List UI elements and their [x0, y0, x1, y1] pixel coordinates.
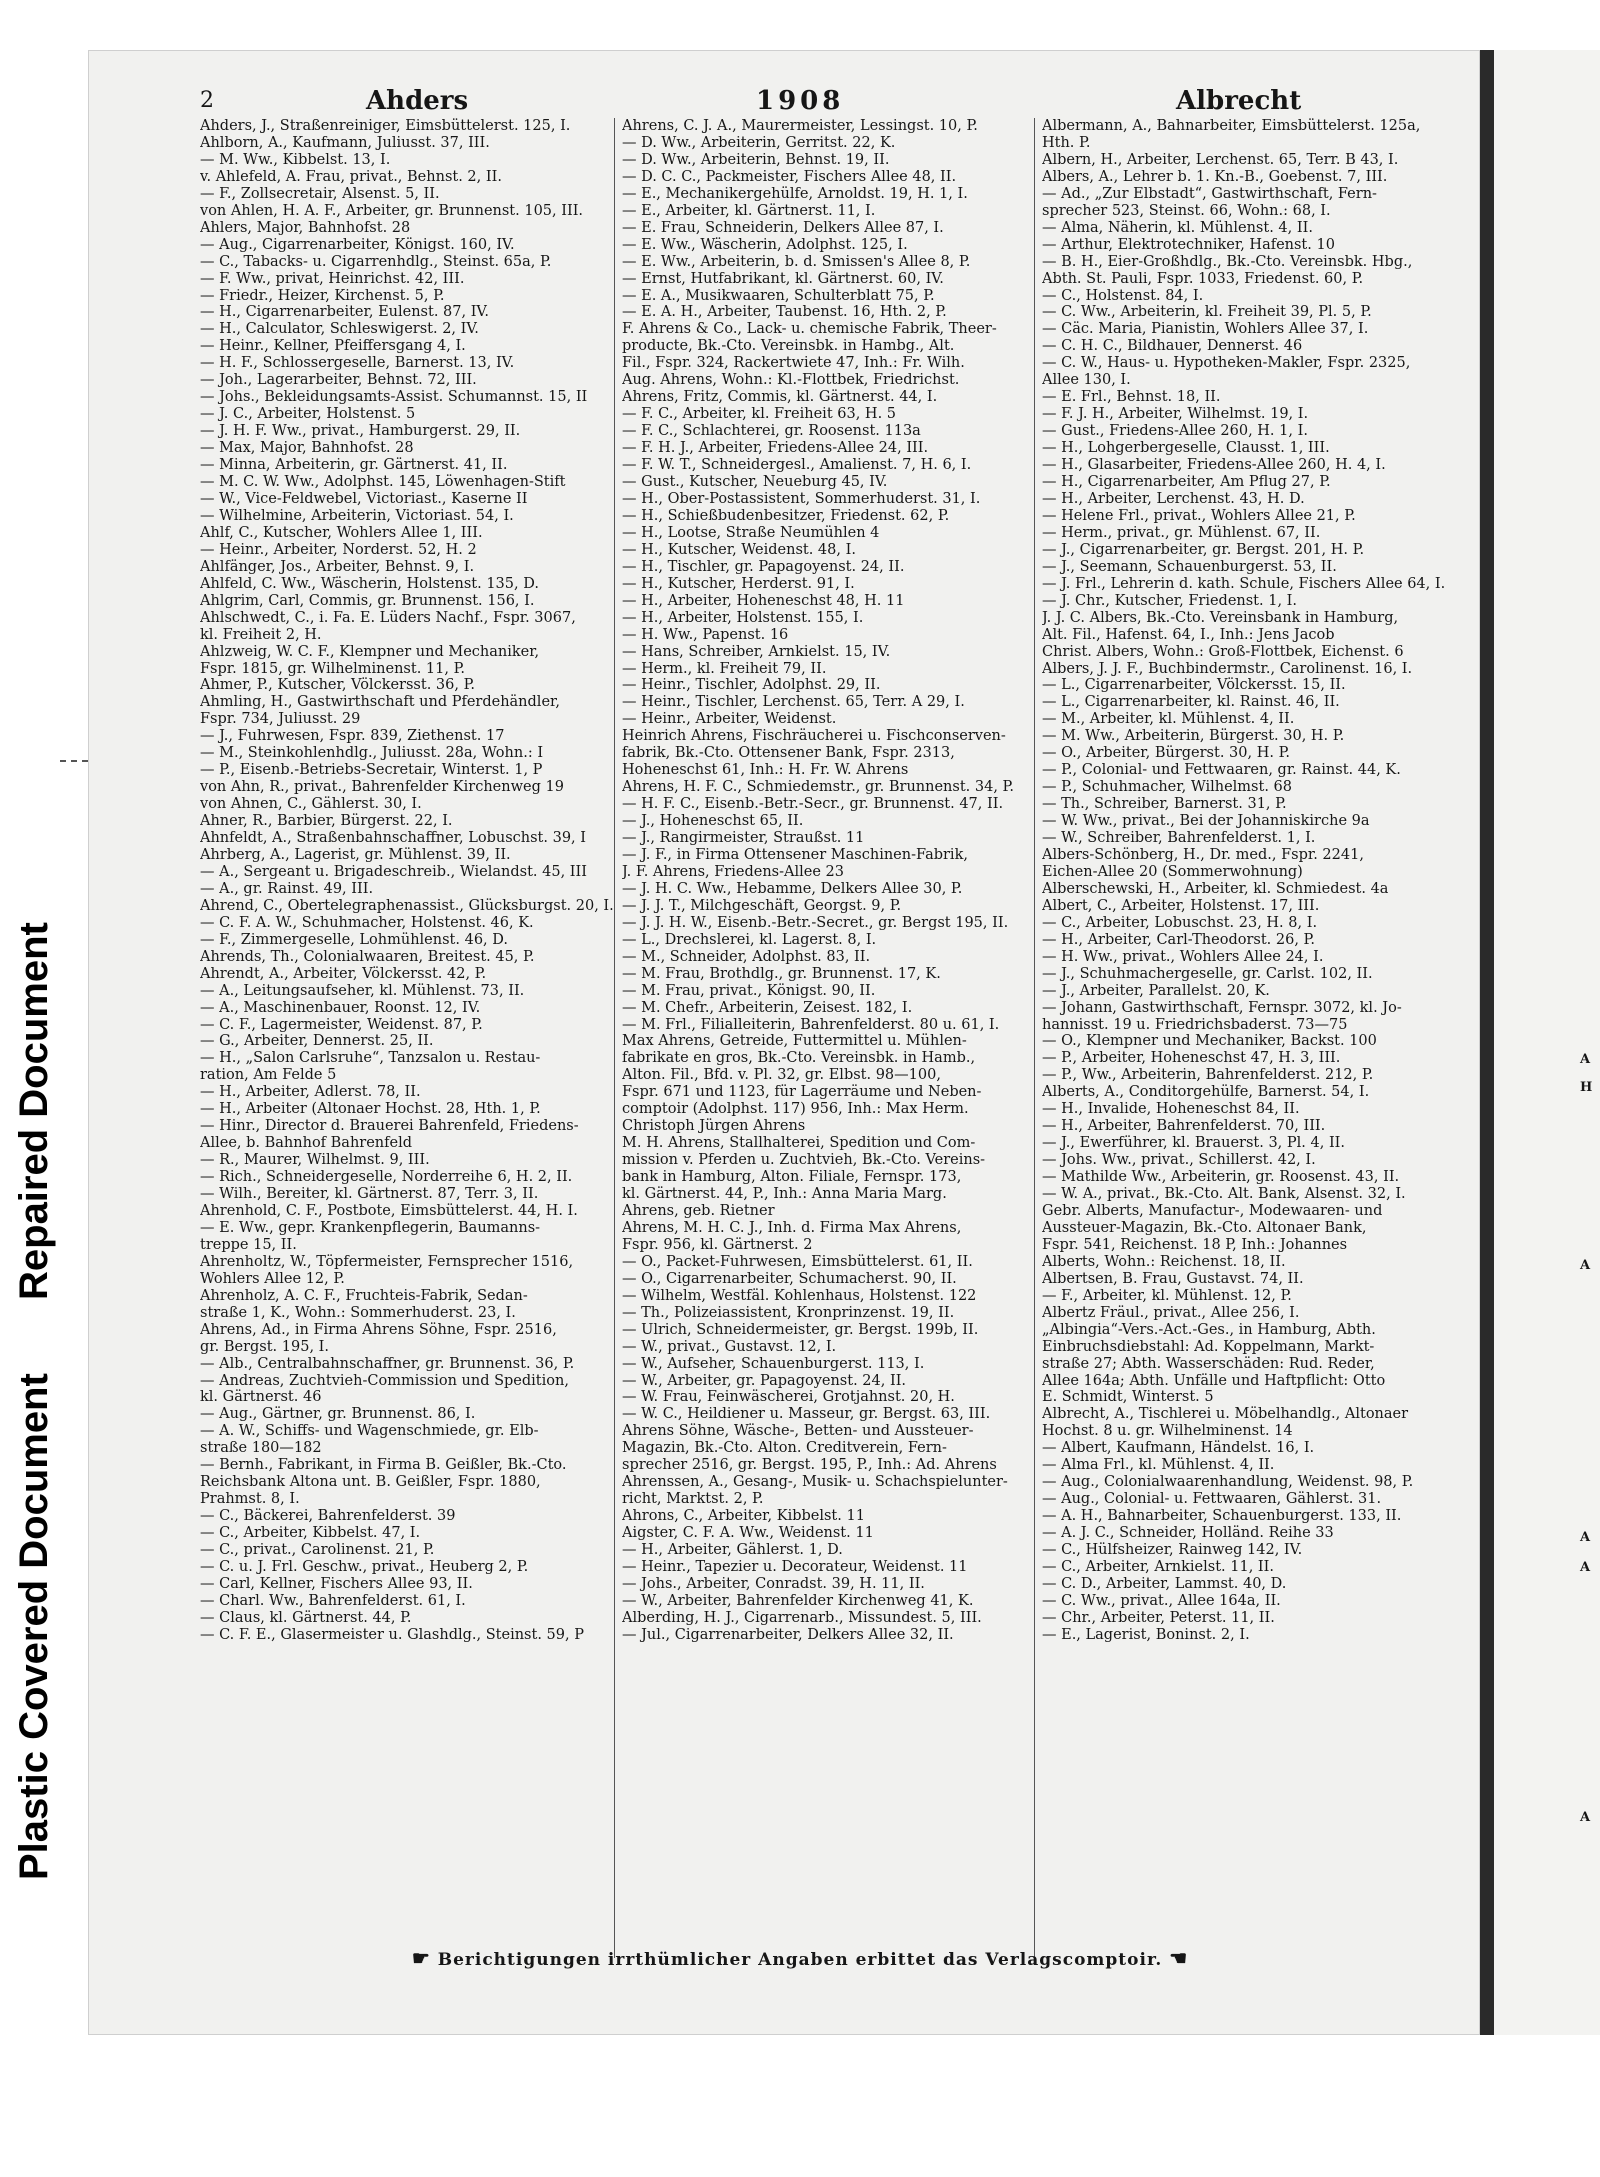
directory-entry: — M. Chefr., Arbeiterin, Zeisest. 182, I.: [622, 999, 913, 1016]
directory-entry: kl. Gärtnerst. 44, P., Inh.: Anna Maria Marg.: [622, 1186, 947, 1203]
directory-entry: Ahrenhold, C. F., Postbote, Eimsbüttelerst. 44, H. I.: [200, 1203, 578, 1219]
directory-entry: Ahmer, P., Kutscher, Völckersst. 36, P.: [200, 677, 476, 694]
directory-entry: — L., Cigarrenarbeiter, kl. Rainst. 46, II.: [1042, 694, 1340, 711]
directory-entry: Albern, H., Arbeiter, Lerchenst. 65, Terr. B 43, I.: [1042, 151, 1399, 168]
column-rule: [1034, 118, 1035, 1958]
directory-entry: — W. C., Heildiener u. Masseur, gr. Bergst. 63, III.: [622, 1406, 991, 1423]
directory-entry: — G., Arbeiter, Dennerst. 25, II.: [200, 1033, 434, 1050]
directory-entry: — Joh., Lagerarbeiter, Behnst. 72, III.: [200, 372, 477, 389]
directory-entry: — Andreas, Zuchtvieh-Commission und Spedition,: [200, 1372, 569, 1389]
directory-entry: — H., Arbeiter, Bahrenfelderst. 70, III.: [1042, 1118, 1326, 1135]
directory-entry: — H., Lootse, Straße Neumühlen 4: [622, 524, 880, 541]
directory-entry: — W. A., privat., Bk.-Cto. Alt. Bank, Alsenst. 32, I.: [1042, 1186, 1406, 1203]
directory-entry: ration, Am Felde 5: [200, 1067, 337, 1084]
directory-entry: — J. J. H. W., Eisenb.-Betr.-Secret., gr. Bergst 195, II.: [622, 914, 1009, 931]
directory-entry: Alberding, H. J., Cigarrenarb., Missundest. 5, III.: [622, 1609, 982, 1626]
pointing-hand-icon: ☚: [1169, 1946, 1189, 1970]
directory-entry: — F. Ww., privat, Heinrichst. 42, III.: [200, 270, 465, 287]
directory-entry: Magazin, Bk.-Cto. Alton. Creditverein, Fern-: [622, 1440, 947, 1457]
directory-entry: — Th., Schreiber, Barnerst. 31, P.: [1042, 796, 1287, 813]
directory-entry: — F. H. J., Arbeiter, Friedens-Allee 24, III.: [622, 440, 929, 457]
directory-entry: Ahrens Söhne, Wäsche-, Betten- und Aussteuer-: [622, 1423, 974, 1440]
directory-entry: Christoph Jürgen Ahrens: [622, 1118, 806, 1135]
page-header: [116, 86, 1302, 120]
directory-entry: — J., Arbeiter, Parallelst. 20, K.: [1042, 982, 1270, 999]
directory-entry: Ahrens, H. F. C., Schmiedemstr., gr. Brunnenst. 34, P.: [622, 779, 1014, 796]
directory-entry: producte, Bk.-Cto. Vereinsbk. in Hambg., Alt.: [622, 338, 955, 355]
directory-entry: — O., Packet-Fuhrwesen, Eimsbüttelerst. 61, II.: [622, 1253, 973, 1270]
directory-entry: mission v. Pferden u. Zuchtvieh, Bk.-Cto. Vereins-: [622, 1152, 986, 1169]
directory-entry: Prahmst. 8, I.: [200, 1491, 300, 1508]
page-number: 2: [200, 88, 214, 113]
directory-entry: — J., Rangirmeister, Straußst. 11: [622, 830, 865, 847]
directory-entry: — P., Ww., Arbeiterin, Bahrenfelderst. 212, P.: [1042, 1067, 1374, 1084]
directory-entry: Fspr. 734, Juliusst. 29: [200, 711, 361, 728]
directory-entry: — P., Schuhmacher, Wilhelmst. 68: [1042, 779, 1292, 796]
column-rule: [614, 118, 615, 1958]
directory-entry: J. F. Ahrens, Friedens-Allee 23: [622, 863, 844, 880]
directory-entry: — J., Schuhmachergeselle, gr. Carlst. 102, II.: [1042, 965, 1373, 982]
directory-entry: — E. Frau, Schneiderin, Delkers Allee 87, I.: [622, 219, 944, 236]
directory-entry: — H., „Salon Carlsruhe“, Tanzsalon u. Restau-: [200, 1050, 541, 1067]
directory-entry: — M. Ww., Arbeiterin, Bürgerst. 30, H. P.: [1042, 728, 1345, 745]
directory-entry: — A. H., Bahnarbeiter, Schauenburgerst. 133, II.: [1042, 1508, 1402, 1525]
directory-entry: — O., Arbeiter, Bürgerst. 30, H. P.: [1042, 745, 1291, 762]
directory-entry: Ahrends, Th., Colonialwaaren, Breitest. 45, P.: [200, 948, 535, 965]
directory-entry: — Heinr., Tischler, Lerchenst. 65, Terr. A 29, I.: [622, 694, 965, 711]
directory-entry: — M., Steinkohlenhdlg., Juliusst. 28a, Wohn.: I: [200, 745, 544, 762]
directory-entry: — H., Arbeiter, Lerchenst. 43, H. D.: [1042, 490, 1305, 507]
directory-entry: Hth. P.: [1042, 134, 1091, 151]
directory-entry: gr. Bergst. 195, I.: [200, 1338, 330, 1355]
directory-entry: — A., Sergeant u. Brigadeschreib., Wielandst. 45, III: [200, 863, 587, 880]
directory-entry: sprecher 523, Steinst. 66, Wohn.: 68, I.: [1042, 202, 1331, 219]
directory-entry: — J., Fuhrwesen, Fspr. 839, Ziethenst. 17: [200, 728, 505, 745]
directory-entry: — C., Arbeiter, Lobuschst. 23, H. 8, I.: [1042, 914, 1318, 931]
directory-entry: — H., Arbeiter, Gählerst. 1, D.: [622, 1542, 843, 1559]
directory-entry: — E., Mechanikergehülfe, Arnoldst. 19, H. 1, I.: [622, 185, 968, 202]
directory-entry: — Heinr., Tischler, Adolphst. 29, II.: [622, 677, 881, 694]
directory-entry: — Herm., kl. Freiheit 79, II.: [622, 660, 827, 677]
directory-entry: E. Schmidt, Winterst. 5: [1042, 1389, 1214, 1406]
directory-entry: Alberts, A., Conditorgehülfe, Barnerst. 54, I.: [1042, 1084, 1370, 1101]
directory-entry: — J. H. C. Ww., Hebamme, Delkers Allee 30, P.: [622, 880, 963, 897]
directory-entry: — H., Kutscher, Weidenst. 48, I.: [622, 541, 856, 558]
plastic-covered-label: Plastic Covered Document: [12, 1373, 56, 1880]
directory-entry: fabrik, Bk.-Cto. Ottensener Bank, Fspr. 2313,: [622, 745, 955, 762]
directory-entry: J. J. C. Albers, Bk.-Cto. Vereinsbank in Hamburg,: [1042, 609, 1399, 626]
directory-entry: — H., Cigarrenarbeiter, Am Pflug 27, P.: [1042, 474, 1331, 491]
directory-entry: Ahrberg, A., Lagerist, gr. Mühlenst. 39, II.: [200, 846, 511, 863]
directory-entry: Ahmling, H., Gastwirthschaft und Pferdehändler,: [200, 694, 560, 711]
directory-entry: — H., Glasarbeiter, Friedens-Allee 260, H. 4, I.: [1042, 457, 1386, 474]
directory-entry: — W. Ww., privat., Bei der Johanniskirche 9a: [1042, 813, 1370, 830]
directory-entry: Albert, C., Arbeiter, Holstenst. 17, III.: [1042, 897, 1320, 914]
directory-entry: Aussteuer-Magazin, Bk.-Cto. Altonaer Bank,: [1042, 1219, 1367, 1236]
directory-entry: — H. F., Schlossergeselle, Barnerst. 13, IV.: [200, 355, 515, 372]
directory-entry: — C. W., Haus- u. Hypotheken-Makler, Fspr. 2325,: [1042, 355, 1411, 372]
directory-entry: Fspr. 541, Reichenst. 18 P, Inh.: Johannes: [1042, 1236, 1348, 1253]
directory-entry: — J. Chr., Kutscher, Friedenst. 1, I.: [1042, 592, 1298, 609]
directory-entry: — Carl, Kellner, Fischers Allee 93, II.: [200, 1575, 473, 1592]
directory-entry: „Albingia“-Vers.-Act.-Ges., in Hamburg, Abth.: [1042, 1321, 1376, 1338]
directory-entry: — P., Colonial- und Fettwaaren, gr. Rainst. 44, K.: [1042, 762, 1401, 779]
directory-entry: — C., Arbeiter, Arnkielst. 11, II.: [1042, 1559, 1274, 1576]
directory-entry: — L., Drechslerei, kl. Lagerst. 8, I.: [622, 931, 877, 948]
directory-entry: M. H. Ahrens, Stallhalterei, Spedition und Com-: [622, 1135, 976, 1152]
directory-entry: — Ad., „Zur Elbstadt“, Gastwirthschaft, Fern-: [1042, 185, 1377, 202]
directory-entry: Ahrenholz, A. C. F., Fruchteis-Fabrik, Sedan-: [200, 1287, 528, 1304]
directory-entry: — C. F., Lagermeister, Weidenst. 87, P.: [200, 1016, 483, 1033]
directory-entry: — M. C. W. Ww., Adolphst. 145, Löwenhagen-Stift: [200, 474, 566, 491]
directory-entry: Fspr. 1815, gr. Wilhelminenst. 11, P.: [200, 660, 466, 677]
directory-entry: Allee 164a; Abth. Unfälle und Haftpflicht: Otto: [1042, 1372, 1386, 1389]
directory-entry: — W., Aufseher, Schauenburgerst. 113, I.: [622, 1355, 925, 1372]
directory-entry: — Rich., Schneidergeselle, Norderreihe 6, H. 2, II.: [200, 1169, 573, 1186]
directory-entry: Ahlgrim, Carl, Commis, gr. Brunnenst. 156, I.: [200, 592, 535, 609]
directory-entry: Heinrich Ahrens, Fischräucherei u. Fischconserven-: [622, 728, 1006, 745]
directory-entry: — Johs. Ww., privat., Schillerst. 42, I.: [1042, 1152, 1316, 1169]
directory-entry: — Mathilde Ww., Arbeiterin, gr. Roosenst. 43, II.: [1042, 1169, 1400, 1186]
directory-entry: — P., Arbeiter, Hoheneschst 47, H. 3, III.: [1042, 1050, 1341, 1067]
directory-entry: — H., Arbeiter (Altonaer Hochst. 28, Hth. 1, P.: [200, 1101, 541, 1118]
directory-entry: kl. Freiheit 2, H.: [200, 626, 322, 643]
directory-entry: — J., Cigarrenarbeiter, gr. Bergst. 201, H. P.: [1042, 541, 1365, 558]
directory-entry: — Alma, Näherin, kl. Mühlenst. 4, II.: [1042, 219, 1313, 236]
directory-entry: Abth. St. Pauli, Fspr. 1033, Friedenst. 60, P.: [1042, 270, 1364, 287]
directory-entry: — W., Arbeiter, Bahrenfelder Kirchenweg 41, K.: [622, 1592, 974, 1609]
directory-entry: — Heinr., Arbeiter, Weidenst.: [622, 711, 837, 728]
directory-entry: — W., privat., Gustavst. 12, I.: [622, 1338, 837, 1355]
directory-entry: Allee, b. Bahnhof Bahrenfeld: [200, 1135, 413, 1152]
directory-entry: — J. Frl., Lehrerin d. kath. Schule, Fischers Allee 64, I.: [1042, 575, 1446, 592]
directory-entry: — Wilhelm, Westfäl. Kohlenhaus, Holstenst. 122: [622, 1287, 977, 1304]
neighbor-fragment: A: [1580, 1810, 1591, 1825]
directory-entry: — Alb., Centralbahnschaffner, gr. Brunnenst. 36, P.: [200, 1355, 575, 1372]
directory-entry: — Cäc. Maria, Pianistin, Wohlers Allee 37, I.: [1042, 321, 1369, 338]
repaired-document-label: Repaired Document: [12, 922, 56, 1300]
directory-entry: — Th., Polizeiassistent, Kronprinzenst. 19, II.: [622, 1304, 955, 1321]
divider-dashed: [60, 760, 88, 762]
directory-entry: — A. J. C., Schneider, Holländ. Reihe 33: [1042, 1525, 1334, 1542]
directory-entry: — C. F. E., Glasermeister u. Glashdlg., Steinst. 59, P: [200, 1626, 584, 1643]
directory-entry: — Arthur, Elektrotechniker, Hafenst. 10: [1042, 236, 1335, 253]
directory-entry: Ahrendt, A., Arbeiter, Völckersst. 42, P.: [200, 965, 487, 982]
directory-entry: — C. D., Arbeiter, Lammst. 40, D.: [1042, 1575, 1287, 1592]
directory-entry: — C., Tabacks- u. Cigarrenhdlg., Steinst. 65a, P.: [200, 253, 552, 270]
directory-entry: Allee 130, I.: [1042, 372, 1131, 389]
directory-entry: — W. Frau, Feinwäscherei, Grotjahnst. 20, H.: [622, 1389, 955, 1406]
directory-entry: treppe 15, II.: [200, 1236, 297, 1253]
directory-entry: — B. H., Eier-Großhdlg., Bk.-Cto. Vereinsbk. Hbg.,: [1042, 253, 1413, 270]
directory-entry: Aug. Ahrens, Wohn.: Kl.-Flottbek, Friedrichst.: [622, 372, 960, 389]
directory-entry: — A. W., Schiffs- und Wagenschmiede, gr. Elb-: [200, 1423, 539, 1440]
neighbor-fragment: A: [1580, 1258, 1591, 1273]
directory-entry: — P., Eisenb.-Betriebs-Secretair, Winterst. 1, P: [200, 762, 543, 779]
directory-entry: — H., Ober-Postassistent, Sommerhuderst. 31, I.: [622, 490, 981, 507]
directory-entry: — Johs., Bekleidungsamts-Assist. Schumannst. 15, II: [200, 389, 588, 406]
directory-entry: Albertsen, B. Frau, Gustavst. 74, II.: [1042, 1270, 1304, 1287]
directory-entry: — M., Arbeiter, kl. Mühlenst. 4, II.: [1042, 711, 1295, 728]
directory-entry: — J., Ewerführer, kl. Brauerst. 3, Pl. 4, II.: [1042, 1135, 1346, 1152]
directory-entry: — H., Arbeiter, Holstenst. 155, I.: [622, 609, 864, 626]
directory-entry: — F., Zollsecretair, Alsenst. 5, II.: [200, 185, 440, 202]
directory-entry: Albers-Schönberg, H., Dr. med., Fspr. 2241,: [1042, 846, 1364, 863]
directory-entry: — A., gr. Rainst. 49, III.: [200, 880, 374, 897]
header-right-keyword: Albrecht: [1176, 86, 1302, 116]
directory-entry: F. Ahrens & Co., Lack- u. chemische Fabrik, Theer-: [622, 321, 997, 338]
directory-entry: richt, Marktst. 2, P.: [622, 1491, 764, 1508]
directory-entry: — D. C. C., Packmeister, Fischers Allee 48, II.: [622, 168, 957, 185]
directory-entry: bank in Hamburg, Alton. Filiale, Fernspr. 173,: [622, 1169, 962, 1186]
directory-entry: — H., Arbeiter, Carl-Theodorst. 26, P.: [1042, 931, 1315, 948]
directory-entry: — E., Arbeiter, kl. Gärtnerst. 11, I.: [622, 202, 876, 219]
directory-entry: — H., Calculator, Schleswigerst. 2, IV.: [200, 321, 479, 338]
directory-entry: — C., privat., Carolinenst. 21, P.: [200, 1542, 435, 1559]
directory-entry: — Herm., privat., gr. Mühlenst. 67, II.: [1042, 524, 1321, 541]
directory-entry: hannisst. 19 u. Friedrichsbaderst. 73—75: [1042, 1016, 1348, 1033]
directory-entry: Fspr. 671 und 1123, für Lagerräume und Neben-: [622, 1084, 982, 1101]
page-footer: [0, 1946, 1600, 1970]
directory-entry: Albermann, A., Bahnarbeiter, Eimsbüttelerst. 125a,: [1042, 118, 1421, 134]
directory-entry: — Ulrich, Schneidermeister, gr. Bergst. 199b, II.: [622, 1321, 979, 1338]
directory-entry: — Johann, Gastwirthschaft, Fernspr. 3072, kl. Jo-: [1042, 999, 1402, 1016]
directory-entry: — E. Frl., Behnst. 18, II.: [1042, 389, 1221, 406]
directory-entry: — Wilh., Bereiter, kl. Gärtnerst. 87, Terr. 3, II.: [200, 1186, 539, 1203]
directory-entry: — Jul., Cigarrenarbeiter, Delkers Allee 32, II.: [622, 1626, 954, 1643]
directory-entry: — Friedr., Heizer, Kirchenst. 5, P.: [200, 287, 445, 304]
directory-entry: Ahlborn, A., Kaufmann, Juliusst. 37, III.: [200, 134, 490, 151]
directory-entry: Fil., Fspr. 324, Rackertwiete 47, Inh.: Fr. Wilh.: [622, 355, 965, 372]
directory-entry: Ahrens, geb. Rietner: [622, 1203, 775, 1219]
directory-entry: — F. J. H., Arbeiter, Wilhelmst. 19, I.: [1042, 406, 1309, 423]
directory-entry: — J. F., in Firma Ottensener Maschinen-Fabrik,: [622, 846, 968, 863]
directory-entry: von Ahlen, H. A. F., Arbeiter, gr. Brunnenst. 105, III.: [200, 202, 584, 219]
neighbor-fragment: A: [1580, 1530, 1591, 1545]
directory-entry: — H. Ww., privat., Wohlers Allee 24, I.: [1042, 948, 1324, 965]
directory-entry: Ahrons, C., Arbeiter, Kibbelst. 11: [622, 1508, 865, 1525]
directory-entry: Ahlschwedt, C., i. Fa. E. Lüders Nachf., Fspr. 3067,: [200, 609, 576, 626]
directory-entry: Hoheneschst 61, Inh.: H. Fr. W. Ahrens: [622, 762, 909, 779]
directory-entry: Alton. Fil., Bfd. v. Pl. 32, gr. Elbst. 98—100,: [622, 1067, 941, 1084]
header-year: 1908: [756, 86, 845, 116]
directory-entry: — Aug., Colonialwaarenhandlung, Weidenst. 98, P.: [1042, 1474, 1414, 1491]
directory-entry: — Wilhelmine, Arbeiterin, Victoriast. 54, I.: [200, 507, 514, 524]
directory-entry: comptoir (Adolphst. 117) 956, Inh.: Max Herm.: [622, 1101, 969, 1118]
directory-entry: — H., Tischler, gr. Papagoyenst. 24, II.: [622, 558, 905, 575]
directory-entry: — F. C., Schlachterei, gr. Roosenst. 113a: [622, 423, 921, 440]
neighbor-fragment: H: [1580, 1080, 1593, 1095]
directory-entry: — Claus, kl. Gärtnerst. 44, P.: [200, 1609, 412, 1626]
directory-entry: von Ahnen, C., Gählerst. 30, I.: [200, 796, 422, 813]
directory-entry: Ahner, R., Barbier, Bürgerst. 22, I.: [200, 813, 453, 830]
directory-entry: — Charl. Ww., Bahrenfelderst. 61, I.: [200, 1592, 466, 1609]
directory-entry: — Heinr., Kellner, Pfeiffersgang 4, I.: [200, 338, 466, 355]
directory-entry: Ahlfänger, Jos., Arbeiter, Behnst. 9, I.: [200, 558, 475, 575]
directory-entry: — Aug., Gärtner, gr. Brunnenst. 86, I.: [200, 1406, 476, 1423]
directory-entry: — Chr., Arbeiter, Peterst. 11, II.: [1042, 1609, 1275, 1626]
directory-entry: Max Ahrens, Getreide, Futtermittel u. Mühlen-: [622, 1033, 967, 1050]
directory-entry: — Helene Frl., privat., Wohlers Allee 21, P.: [1042, 507, 1356, 524]
directory-entry: — H., Kutscher, Herderst. 91, I.: [622, 575, 855, 592]
directory-entry: Wohlers Allee 12, P.: [200, 1270, 345, 1287]
directory-column-2: [622, 118, 1040, 1644]
directory-entry: — C. u. J. Frl. Geschw., privat., Heuberg 2, P.: [200, 1559, 529, 1576]
directory-entry: — F., Arbeiter, kl. Mühlenst. 12, P.: [1042, 1287, 1292, 1304]
directory-entry: — Johs., Arbeiter, Conradst. 39, H. 11, II.: [622, 1575, 925, 1592]
directory-entry: — A., Leitungsaufseher, kl. Mühlenst. 73, II.: [200, 982, 525, 999]
directory-entry: — R., Maurer, Wilhelmst. 9, III.: [200, 1152, 430, 1169]
directory-entry: — Gust., Kutscher, Neueburg 45, IV.: [622, 474, 888, 491]
directory-entry: Christ. Albers, Wohn.: Groß-Flottbek, Eichenst. 6: [1042, 643, 1404, 660]
directory-entry: — C., Bäckerei, Bahrenfelderst. 39: [200, 1508, 456, 1525]
pointing-hand-icon: ☛: [411, 1946, 431, 1970]
directory-entry: — H., Invalide, Hoheneschst 84, II.: [1042, 1101, 1300, 1118]
directory-entry: Fspr. 956, kl. Gärtnerst. 2: [622, 1236, 813, 1253]
directory-entry: — O., Klempner und Mechaniker, Backst. 100: [1042, 1033, 1377, 1050]
directory-entry: — M., Schneider, Adolphst. 83, II.: [622, 948, 871, 965]
directory-entry: — E. Ww., Wäscherin, Adolphst. 125, I.: [622, 236, 908, 253]
directory-entry: — Bernh., Fabrikant, in Firma B. Geißler, Bk.-Cto.: [200, 1457, 567, 1474]
directory-entry: — M. Ww., Kibbelst. 13, I.: [200, 151, 391, 168]
directory-entry: kl. Gärtnerst. 46: [200, 1389, 322, 1406]
directory-entry: — H. Ww., Papenst. 16: [622, 626, 789, 643]
directory-entry: — W., Schreiber, Bahrenfelderst. 1, I.: [1042, 830, 1316, 847]
directory-entry: straße 27; Abth. Wasserschäden: Rud. Reder,: [1042, 1355, 1375, 1372]
directory-entry: Albers, A., Lehrer b. 1. Kn.-B., Goebenst. 7, III.: [1042, 168, 1388, 185]
directory-entry: Ahrend, C., Obertelegraphenassist., Glücksburgst. 20, I.: [200, 897, 614, 914]
directory-entry: Ahrens, Fritz, Commis, kl. Gärtnerst. 44, I.: [622, 389, 938, 406]
directory-entry: Eichen-Allee 20 (Sommerwohnung): [1042, 863, 1303, 880]
directory-entry: Albrecht, A., Tischlerei u. Möbelhandlg., Altonaer: [1042, 1406, 1409, 1423]
directory-entry: — E. A., Musikwaaren, Schulterblatt 75, P.: [622, 287, 935, 304]
directory-entry: — J., Hoheneschst 65, II.: [622, 813, 804, 830]
directory-entry: — H. F. C., Eisenb.-Betr.-Secr., gr. Brunnenst. 47, II.: [622, 796, 1004, 813]
directory-entry: — Gust., Friedens-Allee 260, H. 1, I.: [1042, 423, 1308, 440]
directory-entry: — C. Ww., privat., Allee 164a, II.: [1042, 1592, 1281, 1609]
directory-entry: — Minna, Arbeiterin, gr. Gärtnerst. 41, II.: [200, 457, 508, 474]
directory-entry: Albers, J. J. F., Buchbindermstr., Carolinenst. 16, I.: [1042, 660, 1413, 677]
directory-column-1: [200, 118, 618, 1644]
directory-entry: — H., Arbeiter, Hoheneschst 48, H. 11: [622, 592, 905, 609]
directory-entry: Ahlers, Major, Bahnhofst. 28: [200, 219, 411, 236]
directory-column-3: [1042, 118, 1460, 1644]
directory-entry: — C. F. A. W., Schuhmacher, Holstenst. 46, K.: [200, 914, 534, 931]
directory-entry: — F., Zimmergeselle, Lohmühlenst. 46, D.: [200, 931, 508, 948]
directory-entry: — M. Frl., Filialleiterin, Bahrenfelderst. 80 u. 61, I.: [622, 1016, 1000, 1033]
directory-entry: sprecher 2516, gr. Bergst. 195, P., Inh.: Ad. Ahrens: [622, 1457, 997, 1474]
directory-entry: straße 180—182: [200, 1440, 322, 1457]
directory-entry: — F. W. T., Schneidergesl., Amalienst. 7, H. 6, I.: [622, 457, 972, 474]
directory-entry: — E. Ww., gepr. Krankenpflegerin, Baumanns-: [200, 1219, 541, 1236]
page-binding-edge: [1480, 50, 1494, 2035]
directory-entry: — E., Lagerist, Boninst. 2, I.: [1042, 1626, 1250, 1643]
directory-entry: Ahlfeld, C. Ww., Wäscherin, Holstenst. 135, D.: [200, 575, 539, 592]
directory-entry: Hochst. 8 u. gr. Wilhelminenst. 14: [1042, 1423, 1293, 1440]
directory-entry: Ahrenssen, A., Gesang-, Musik- u. Schachspielunter-: [622, 1474, 1008, 1491]
directory-entry: — Max, Major, Bahnhofst. 28: [200, 440, 414, 457]
directory-entry: — O., Cigarrenarbeiter, Schumacherst. 90, II.: [622, 1270, 957, 1287]
directory-entry: Alberts, Wohn.: Reichenst. 18, II.: [1042, 1253, 1286, 1270]
adjacent-page: [1494, 50, 1600, 2035]
directory-entry: — E. A. H., Arbeiter, Taubenst. 16, Hth. 2, P.: [622, 304, 947, 321]
directory-entry: — M. Frau, Brothdlg., gr. Brunnenst. 17, K.: [622, 965, 941, 982]
directory-entry: Reichsbank Altona unt. B. Geißler, Fspr. 1880,: [200, 1474, 541, 1491]
directory-entry: — C. Ww., Arbeiterin, kl. Freiheit 39, Pl. 5, P.: [1042, 304, 1372, 321]
directory-entry: — Hans, Schreiber, Arnkielst. 15, IV.: [622, 643, 891, 660]
directory-entry: — Heinr., Tapezier u. Decorateur, Weidenst. 11: [622, 1559, 968, 1576]
directory-entry: Aigster, C. F. A. Ww., Weidenst. 11: [622, 1525, 874, 1542]
header-left-keyword: Ahders: [366, 86, 469, 116]
directory-entry: — Ernst, Hutfabrikant, kl. Gärtnerst. 60, IV.: [622, 270, 944, 287]
directory-entry: — W., Arbeiter, gr. Papagoyenst. 24, II.: [622, 1372, 907, 1389]
directory-entry: — Heinr., Arbeiter, Norderst. 52, H. 2: [200, 541, 477, 558]
directory-entry: — H., Arbeiter, Adlerst. 78, II.: [200, 1084, 421, 1101]
directory-entry: — H., Schießbudenbesitzer, Friedenst. 62, P.: [622, 507, 950, 524]
directory-entry: Albertz Fräul., privat., Allee 256, I.: [1042, 1304, 1300, 1321]
directory-entry: — D. Ww., Arbeiterin, Gerritst. 22, K.: [622, 134, 896, 151]
directory-entry: Gebr. Alberts, Manufactur-, Modewaaren- und: [1042, 1203, 1383, 1219]
directory-entry: — H., Cigarrenarbeiter, Eulenst. 87, IV.: [200, 304, 489, 321]
directory-entry: Ahlf, C., Kutscher, Wohlers Allee 1, III.: [200, 524, 483, 541]
directory-entry: Ahrenholtz, W., Töpfermeister, Fernsprecher 1516,: [200, 1253, 574, 1270]
directory-entry: Ahrens, M. H. C. J., Inh. d. Firma Max Ahrens,: [622, 1219, 962, 1236]
directory-entry: — A., Maschinenbauer, Roonst. 12, IV.: [200, 999, 481, 1016]
directory-entry: von Ahn, R., privat., Bahrenfelder Kirchenweg 19: [200, 779, 564, 796]
directory-entry: — C., Arbeiter, Kibbelst. 47, I.: [200, 1525, 421, 1542]
directory-entry: — J. C., Arbeiter, Holstenst. 5: [200, 406, 416, 423]
directory-entry: — C., Holstenst. 84, I.: [1042, 287, 1204, 304]
directory-entry: — H., Lohgerbergeselle, Clausst. 1, III.: [1042, 440, 1330, 457]
directory-entry: — C. H. C., Bildhauer, Dennerst. 46: [1042, 338, 1303, 355]
directory-entry: Alberschewski, H., Arbeiter, kl. Schmiedest. 4a: [1042, 880, 1389, 897]
directory-entry: — E. Ww., Arbeiterin, b. d. Smissen's Allee 8, P.: [622, 253, 971, 270]
directory-entry: — Aug., Colonial- u. Fettwaaren, Gählerst. 31.: [1042, 1491, 1382, 1508]
directory-entry: fabrikate en gros, Bk.-Cto. Vereinsbk. in Hamb.,: [622, 1050, 976, 1067]
directory-entry: — Aug., Cigarrenarbeiter, Königst. 160, IV.: [200, 236, 515, 253]
directory-entry: — L., Cigarrenarbeiter, Völckersst. 15, II.: [1042, 677, 1346, 694]
directory-entry: — W., Vice-Feldwebel, Victoriast., Kaserne II: [200, 490, 528, 507]
directory-entry: straße 1, K., Wohn.: Sommerhuderst. 23, I.: [200, 1304, 516, 1321]
directory-entry: — J. J. T., Milchgeschäft, Georgst. 9, P.: [622, 897, 902, 914]
directory-entry: — Hinr., Director d. Brauerei Bahrenfeld, Friedens-: [200, 1118, 579, 1135]
directory-entry: — D. Ww., Arbeiterin, Behnst. 19, II.: [622, 151, 890, 168]
directory-entry: Alt. Fil., Hafenst. 64, I., Inh.: Jens Jacob: [1042, 626, 1335, 643]
directory-entry: — J. H. F. Ww., privat., Hamburgerst. 29, II.: [200, 423, 521, 440]
directory-entry: Ahders, J., Straßenreiniger, Eimsbüttelerst. 125, I.: [200, 118, 571, 134]
directory-entry: Einbruchsdiebstahl: Ad. Koppelmann, Markt-: [1042, 1338, 1375, 1355]
directory-entry: Ahnfeldt, A., Straßenbahnschaffner, Lobuschst. 39, I: [200, 830, 586, 847]
directory-entry: Ahrens, Ad., in Firma Ahrens Söhne, Fspr. 2516,: [200, 1321, 557, 1338]
directory-entry: — M. Frau, privat., Königst. 90, II.: [622, 982, 876, 999]
directory-entry: — Albert, Kaufmann, Händelst. 16, I.: [1042, 1440, 1315, 1457]
neighbor-fragment: A: [1580, 1560, 1591, 1575]
directory-entry: — Alma Frl., kl. Mühlenst. 4, II.: [1042, 1457, 1275, 1474]
footer-notice: Berichtigungen irrthümlicher Angaben erbittet das Verlagscomptoir.: [437, 1950, 1163, 1970]
directory-entry: — J., Seemann, Schauenburgerst. 53, II.: [1042, 558, 1337, 575]
directory-entry: Ahrens, C. J. A., Maurermeister, Lessingst. 10, P.: [622, 118, 978, 134]
neighbor-fragment: A: [1580, 1052, 1591, 1067]
directory-entry: Ahlzweig, W. C. F., Klempner und Mechaniker,: [200, 643, 540, 660]
directory-entry: — C., Hülfsheizer, Rainweg 142, IV.: [1042, 1542, 1303, 1559]
directory-entry: — F. C., Arbeiter, kl. Freiheit 63, H. 5: [622, 406, 897, 423]
directory-entry: v. Ahlefeld, A. Frau, privat., Behnst. 2, II.: [200, 168, 502, 185]
